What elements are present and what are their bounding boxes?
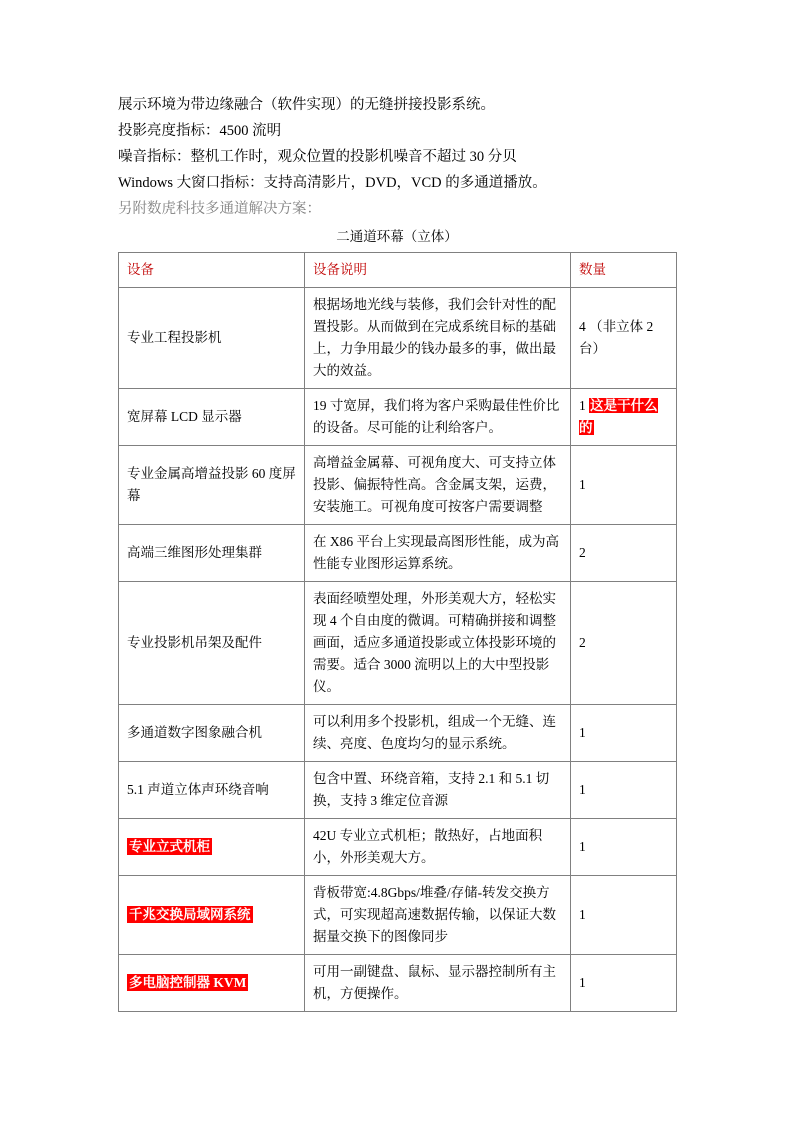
device-description: 可以利用多个投影机，组成一个无缝、连续、亮度、色度均匀的显示系统。 xyxy=(305,705,571,762)
device-name-cell xyxy=(119,819,305,876)
table-row xyxy=(119,446,677,525)
device-name: 高端三维图形处理集群 xyxy=(119,525,305,582)
table-row xyxy=(119,876,677,955)
device-quantity: 1 xyxy=(571,446,677,525)
table-row xyxy=(119,582,677,705)
device-quantity: 1 xyxy=(571,819,677,876)
device-description: 可用一副键盘、鼠标、显示器控制所有主机，方便操作。 xyxy=(305,955,571,1012)
device-description: 在 X86 平台上实现最高图形性能，成为高性能专业图形运算系统。 xyxy=(305,525,571,582)
table-row xyxy=(119,389,677,446)
device-quantity: 4 （非立体 2 台） xyxy=(571,288,677,389)
device-name: 宽屏幕 LCD 显示器 xyxy=(119,389,305,446)
table-row xyxy=(119,525,677,582)
device-description: 表面经喷塑处理，外形美观大方，轻松实现 4 个自由度的微调。可精确拼接和调整画面，适应多通道投影或立体投影环境的需要。适合 3000 流明以上的大中型投影仪。 xyxy=(305,582,571,705)
quantity-annotation: 这是干什么的 xyxy=(579,398,658,435)
device-name: 专业工程投影机 xyxy=(119,288,305,389)
device-quantity: 2 xyxy=(571,525,677,582)
paragraph-2: 投影亮度指标：4500 流明 xyxy=(118,123,282,139)
paragraph-1: 展示环境为带边缘融合（软件实现）的无缝拼接投影系统。 xyxy=(118,97,495,113)
device-name-cell xyxy=(119,955,305,1012)
device-quantity: 1 xyxy=(571,955,677,1012)
paragraph-3: 噪音指标：整机工作时，观众位置的投影机噪音不超过 30 分贝 xyxy=(118,149,517,165)
device-name: 专业金属高增益投影 60 度屏幕 xyxy=(119,446,305,525)
device-description: 42U 专业立式机柜；散热好，占地面积小，外形美观大方。 xyxy=(305,819,571,876)
paragraph-note: 另附数虎科技多通道解决方案： xyxy=(118,201,321,217)
table-header-row xyxy=(119,253,677,288)
device-name: 专业投影机吊架及配件 xyxy=(119,582,305,705)
table-row xyxy=(119,955,677,1012)
device-quantity-cell xyxy=(571,389,677,446)
column-header-quantity: 数量 xyxy=(571,253,677,288)
device-name-cell xyxy=(119,876,305,955)
device-name: 专业立式机柜 xyxy=(129,839,210,854)
device-name: 多电脑控制器 KVM xyxy=(129,975,247,990)
device-quantity: 2 xyxy=(571,582,677,705)
table-row xyxy=(119,705,677,762)
device-name: 5.1 声道立体声环绕音响 xyxy=(119,762,305,819)
column-header-description: 设备说明 xyxy=(305,253,571,288)
paragraph-4: Windows 大窗口指标：支持高清影片，DVD，VCD 的多通道播放。 xyxy=(118,175,547,191)
device-quantity: 1 xyxy=(571,876,677,955)
device-name: 千兆交换局域网系统 xyxy=(129,907,251,922)
device-description: 19 寸宽屏，我们将为客户采购最佳性价比的设备。尽可能的让利给客户。 xyxy=(305,389,571,446)
device-description: 根据场地光线与装修，我们会针对性的配置投影。从而做到在完成系统目标的基础上，力争用最少的钱办最多的事，做出最大的效益。 xyxy=(305,288,571,389)
column-header-device: 设备 xyxy=(119,253,305,288)
device-quantity: 1 xyxy=(579,398,586,413)
table-row xyxy=(119,762,677,819)
device-description: 背板带宽:4.8Gbps/堆叠/存储-转发交换方式，可实现超高速数据传输，以保证大数据量交换下的图像同步 xyxy=(305,876,571,955)
spec-table xyxy=(118,252,677,1012)
table-row xyxy=(119,819,677,876)
device-quantity: 1 xyxy=(571,762,677,819)
device-quantity: 1 xyxy=(571,705,677,762)
table-row xyxy=(119,288,677,389)
device-name: 多通道数字图象融合机 xyxy=(119,705,305,762)
device-description: 高增益金属幕、可视角度大、可支持立体投影、偏振特性高。含金属支架，运费，安装施工。可视角度可按客户需要调整 xyxy=(305,446,571,525)
table-caption: 二通道环幕（立体） xyxy=(336,229,458,244)
device-description: 包含中置、环绕音箱，支持 2.1 和 5.1 切换，支持 3 维定位音源 xyxy=(305,762,571,819)
